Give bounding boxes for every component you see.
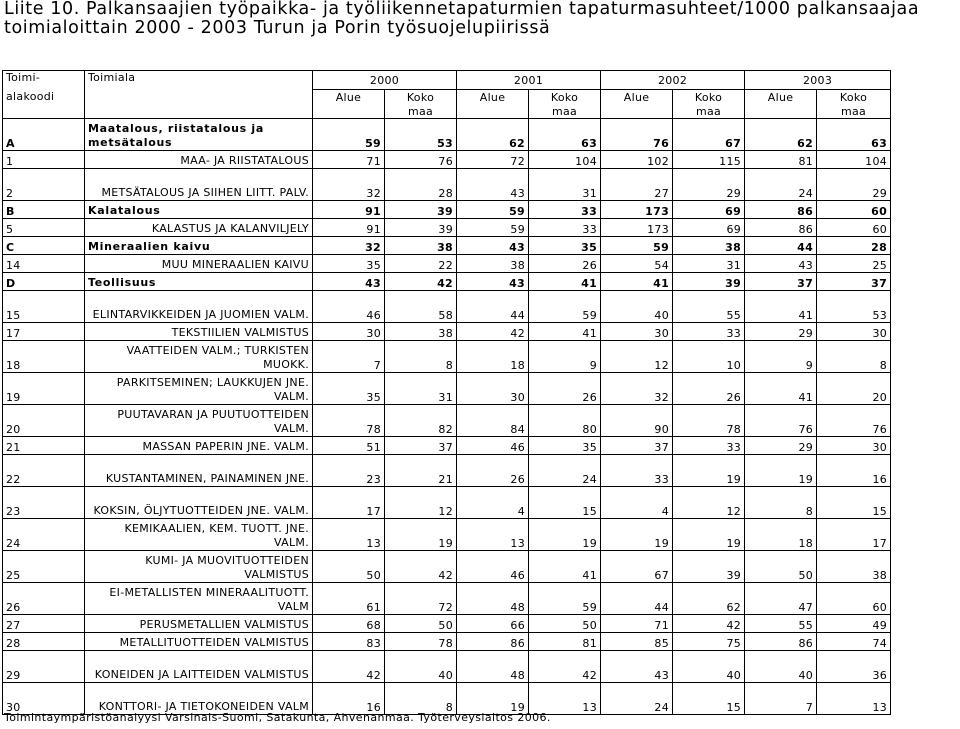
- value-alue: 72: [457, 151, 529, 169]
- value-kokomaa: 75: [673, 633, 745, 651]
- value-kokomaa: 12: [385, 487, 457, 519]
- value-kokomaa: 36: [817, 651, 891, 683]
- value-kokomaa: 115: [673, 151, 745, 169]
- value-alue: 59: [457, 219, 529, 237]
- header-maa-2003: maa: [817, 104, 891, 119]
- value-kokomaa: 39: [385, 201, 457, 219]
- value-alue: 18: [457, 341, 529, 373]
- value-kokomaa: 60: [817, 201, 891, 219]
- value-alue: 19: [601, 519, 673, 551]
- value-alue: 43: [745, 255, 817, 273]
- header-alue-2002: Alue: [601, 90, 673, 105]
- value-kokomaa: 50: [385, 615, 457, 633]
- value-alue: 91: [313, 201, 385, 219]
- row-code: 24: [3, 519, 85, 551]
- table-row: [3, 373, 891, 405]
- table-row: [3, 583, 891, 615]
- value-alue: 62: [745, 119, 817, 151]
- value-kokomaa: 82: [385, 405, 457, 437]
- value-alue: 91: [313, 219, 385, 237]
- value-alue: 35: [313, 373, 385, 405]
- value-alue: 41: [601, 273, 673, 291]
- value-alue: 44: [745, 237, 817, 255]
- value-kokomaa: 33: [529, 219, 601, 237]
- table-row: [3, 201, 891, 219]
- value-alue: 41: [745, 291, 817, 323]
- value-alue: 19: [745, 455, 817, 487]
- header-maa-2001: maa: [529, 104, 601, 119]
- value-alue: 8: [745, 487, 817, 519]
- table-row: [3, 323, 891, 341]
- value-alue: 67: [601, 551, 673, 583]
- value-kokomaa: 31: [673, 255, 745, 273]
- row-code: 25: [3, 551, 85, 583]
- row-code: 5: [3, 219, 85, 237]
- row-industry-name: ELINTARVIKKEIDEN JA JUOMIEN VALM.: [85, 291, 313, 323]
- value-alue: 83: [313, 633, 385, 651]
- value-kokomaa: 29: [817, 169, 891, 201]
- header-maa-2002: maa: [673, 104, 745, 119]
- value-kokomaa: 31: [529, 169, 601, 201]
- header-maa-2000: maa: [385, 104, 457, 119]
- table-row: [3, 291, 891, 323]
- table-row: [3, 273, 891, 291]
- row-industry-name: PUUTAVARAN JA PUUTUOTTEIDEN VALM.: [85, 405, 313, 437]
- value-alue: 68: [313, 615, 385, 633]
- value-kokomaa: 55: [673, 291, 745, 323]
- header-year-2002: 2002: [601, 71, 745, 90]
- row-industry-name: Teollisuus: [85, 273, 313, 291]
- row-industry-name: Kalatalous: [85, 201, 313, 219]
- header-code-cell-3: [3, 104, 85, 119]
- value-kokomaa: 31: [385, 373, 457, 405]
- value-alue: 55: [745, 615, 817, 633]
- header-code-cell-2: [3, 90, 85, 105]
- value-kokomaa: 58: [385, 291, 457, 323]
- value-alue: 46: [313, 291, 385, 323]
- value-kokomaa: 10: [673, 341, 745, 373]
- value-kokomaa: 28: [817, 237, 891, 255]
- table-row: [3, 651, 891, 683]
- value-kokomaa: 22: [385, 255, 457, 273]
- table-row: [3, 405, 891, 437]
- value-alue: 85: [601, 633, 673, 651]
- row-industry-name: KUSTANTAMINEN, PAINAMINEN JNE.: [85, 455, 313, 487]
- header-alue-2003: Alue: [745, 90, 817, 105]
- table-row: [3, 519, 891, 551]
- value-kokomaa: 26: [673, 373, 745, 405]
- value-kokomaa: 76: [817, 405, 891, 437]
- value-alue: 30: [601, 323, 673, 341]
- value-kokomaa: 30: [817, 323, 891, 341]
- value-kokomaa: 49: [817, 615, 891, 633]
- value-kokomaa: 62: [673, 583, 745, 615]
- row-code: 19: [3, 373, 85, 405]
- table-row: [3, 151, 891, 169]
- row-code: 29: [3, 651, 85, 683]
- value-alue: 46: [457, 551, 529, 583]
- header-row-columns: [3, 90, 891, 105]
- header-name-cell: [85, 71, 313, 90]
- header-alue-2001: Alue: [457, 90, 529, 105]
- value-alue: 4: [457, 487, 529, 519]
- row-industry-name: PERUSMETALLIEN VALMISTUS: [85, 615, 313, 633]
- row-code: C: [3, 237, 85, 255]
- title-line-2: toimialoittain 2000 - 2003 Turun ja Porin työsuojelupiirissä: [4, 18, 551, 38]
- row-industry-name: KEMIKAALIEN, KEM. TUOTT. JNE. VALM.: [85, 519, 313, 551]
- value-kokomaa: 67: [673, 119, 745, 151]
- value-kokomaa: 19: [673, 455, 745, 487]
- header-name-label: Toimiala: [88, 71, 136, 84]
- value-alue: 59: [313, 119, 385, 151]
- row-industry-name: PARKITSEMINEN; LAUKKUJEN JNE. VALM.: [85, 373, 313, 405]
- value-kokomaa: 13: [529, 683, 601, 715]
- value-alue: 50: [313, 551, 385, 583]
- value-alue: 71: [313, 151, 385, 169]
- value-kokomaa: 26: [529, 373, 601, 405]
- value-alue: 42: [457, 323, 529, 341]
- value-kokomaa: 37: [385, 437, 457, 455]
- value-alue: 86: [745, 219, 817, 237]
- value-alue: 51: [313, 437, 385, 455]
- table-row: [3, 437, 891, 455]
- value-kokomaa: 8: [817, 341, 891, 373]
- row-code: D: [3, 273, 85, 291]
- value-alue: 19: [457, 683, 529, 715]
- value-kokomaa: 78: [385, 633, 457, 651]
- value-kokomaa: 59: [529, 583, 601, 615]
- value-kokomaa: 15: [817, 487, 891, 519]
- value-alue: 71: [601, 615, 673, 633]
- value-alue: 46: [457, 437, 529, 455]
- header-alue-2000-b: [313, 104, 385, 119]
- header-alue-2003-b: [745, 104, 817, 119]
- row-code: 1: [3, 151, 85, 169]
- value-kokomaa: 21: [385, 455, 457, 487]
- value-kokomaa: 39: [673, 273, 745, 291]
- header-koko-2002: Koko: [673, 90, 745, 105]
- value-alue: 43: [601, 651, 673, 683]
- row-code: 18: [3, 341, 85, 373]
- row-code: 30: [3, 683, 85, 715]
- header-koko-2003: Koko: [817, 90, 891, 105]
- value-alue: 86: [745, 201, 817, 219]
- value-alue: 86: [457, 633, 529, 651]
- value-kokomaa: 33: [673, 323, 745, 341]
- header-alue-2001-b: [457, 104, 529, 119]
- row-code: A: [3, 119, 85, 151]
- value-alue: 81: [745, 151, 817, 169]
- value-alue: 40: [745, 651, 817, 683]
- value-kokomaa: 19: [529, 519, 601, 551]
- value-kokomaa: 39: [673, 551, 745, 583]
- value-kokomaa: 42: [673, 615, 745, 633]
- table-row: [3, 341, 891, 373]
- table-row: [3, 487, 891, 519]
- value-kokomaa: 41: [529, 273, 601, 291]
- value-kokomaa: 63: [817, 119, 891, 151]
- value-kokomaa: 28: [385, 169, 457, 201]
- value-alue: 41: [745, 373, 817, 405]
- value-alue: 40: [601, 291, 673, 323]
- value-kokomaa: 15: [529, 487, 601, 519]
- row-code: 2: [3, 169, 85, 201]
- value-kokomaa: 42: [529, 651, 601, 683]
- value-alue: 44: [457, 291, 529, 323]
- value-alue: 48: [457, 651, 529, 683]
- header-alue-2000: Alue: [313, 90, 385, 105]
- value-kokomaa: 16: [817, 455, 891, 487]
- value-alue: 61: [313, 583, 385, 615]
- value-alue: 29: [745, 437, 817, 455]
- value-alue: 90: [601, 405, 673, 437]
- value-kokomaa: 35: [529, 237, 601, 255]
- value-kokomaa: 19: [673, 519, 745, 551]
- value-alue: 62: [457, 119, 529, 151]
- row-industry-name: MUU MINERAALIEN KAIVU: [85, 255, 313, 273]
- row-industry-name: KOKSIN, ÖLJYTUOTTEIDEN JNE. VALM.: [85, 487, 313, 519]
- value-kokomaa: 17: [817, 519, 891, 551]
- header-year-2001: 2001: [457, 71, 601, 90]
- header-row-years: [3, 71, 891, 90]
- table-row: [3, 119, 891, 151]
- value-kokomaa: 53: [817, 291, 891, 323]
- value-alue: 32: [313, 169, 385, 201]
- value-alue: 7: [745, 683, 817, 715]
- row-industry-name: KONTTORI- JA TIETOKONEIDEN VALM: [85, 683, 313, 715]
- value-alue: 29: [745, 323, 817, 341]
- value-alue: 47: [745, 583, 817, 615]
- row-industry-name: EI-METALLISTEN MINERAALITUOTT. VALM: [85, 583, 313, 615]
- value-alue: 43: [457, 237, 529, 255]
- header-row-columns-2: [3, 104, 891, 119]
- value-kokomaa: 72: [385, 583, 457, 615]
- value-kokomaa: 24: [529, 455, 601, 487]
- row-industry-name: KONEIDEN JA LAITTEIDEN VALMISTUS: [85, 651, 313, 683]
- header-year-2003: 2003: [745, 71, 891, 90]
- value-alue: 13: [457, 519, 529, 551]
- value-alue: 30: [457, 373, 529, 405]
- row-industry-name: METALLITUOTTEIDEN VALMISTUS: [85, 633, 313, 651]
- value-alue: 50: [745, 551, 817, 583]
- value-kokomaa: 42: [385, 273, 457, 291]
- table-row: [3, 255, 891, 273]
- header-code-label-1: Toimi-: [6, 71, 41, 84]
- value-alue: 76: [745, 405, 817, 437]
- table-row: [3, 551, 891, 583]
- accident-ratio-table: [2, 70, 891, 715]
- value-kokomaa: 78: [673, 405, 745, 437]
- value-alue: 76: [601, 119, 673, 151]
- header-year-2000: 2000: [313, 71, 457, 90]
- value-kokomaa: 40: [385, 651, 457, 683]
- value-alue: 38: [457, 255, 529, 273]
- row-code: 17: [3, 323, 85, 341]
- value-kokomaa: 76: [385, 151, 457, 169]
- row-code: 15: [3, 291, 85, 323]
- value-alue: 48: [457, 583, 529, 615]
- value-kokomaa: 12: [673, 487, 745, 519]
- value-kokomaa: 33: [673, 437, 745, 455]
- value-alue: 35: [313, 255, 385, 273]
- value-kokomaa: 63: [529, 119, 601, 151]
- source-footer: Toimintaympäristöanalyysi Varsinais-Suomi, Satakunta, Ahvenanmaa. Työterveyslaitos 2006.: [4, 711, 551, 724]
- value-kokomaa: 25: [817, 255, 891, 273]
- value-alue: 173: [601, 201, 673, 219]
- value-alue: 54: [601, 255, 673, 273]
- header-name-cell-2: [85, 90, 313, 105]
- row-industry-name: VAATTEIDEN VALM.; TURKISTEN MUOKK.: [85, 341, 313, 373]
- value-alue: 37: [601, 437, 673, 455]
- header-name-cell-3: [85, 104, 313, 119]
- value-kokomaa: 41: [529, 551, 601, 583]
- value-kokomaa: 104: [817, 151, 891, 169]
- row-code: 26: [3, 583, 85, 615]
- row-industry-name: Maatalous, riistatalous ja metsätalous: [85, 119, 313, 151]
- value-kokomaa: 29: [673, 169, 745, 201]
- value-kokomaa: 30: [817, 437, 891, 455]
- value-alue: 24: [601, 683, 673, 715]
- value-kokomaa: 13: [817, 683, 891, 715]
- value-alue: 78: [313, 405, 385, 437]
- title-line-1: Liite 10. Palkansaajien työpaikka- ja työliikennetapaturmien tapaturmasuhteet/1000 palkansaajaa: [4, 0, 920, 19]
- header-code-label-2: alakoodi: [6, 89, 55, 103]
- value-kokomaa: 33: [529, 201, 601, 219]
- value-alue: 43: [313, 273, 385, 291]
- value-alue: 32: [601, 373, 673, 405]
- table-row: [3, 455, 891, 487]
- row-code: 28: [3, 633, 85, 651]
- value-kokomaa: 74: [817, 633, 891, 651]
- value-alue: 32: [313, 237, 385, 255]
- value-kokomaa: 35: [529, 437, 601, 455]
- value-alue: 16: [313, 683, 385, 715]
- table-body: [3, 71, 891, 715]
- row-industry-name: MAA- JA RIISTATALOUS: [85, 151, 313, 169]
- value-kokomaa: 59: [529, 291, 601, 323]
- row-code: B: [3, 201, 85, 219]
- header-alue-2002-b: [601, 104, 673, 119]
- value-kokomaa: 60: [817, 583, 891, 615]
- value-kokomaa: 41: [529, 323, 601, 341]
- value-kokomaa: 38: [385, 323, 457, 341]
- value-alue: 42: [313, 651, 385, 683]
- value-kokomaa: 37: [817, 273, 891, 291]
- table-row: [3, 219, 891, 237]
- value-kokomaa: 8: [385, 683, 457, 715]
- table-row: [3, 633, 891, 651]
- value-alue: 7: [313, 341, 385, 373]
- value-kokomaa: 40: [673, 651, 745, 683]
- value-alue: 27: [601, 169, 673, 201]
- value-kokomaa: 39: [385, 219, 457, 237]
- value-alue: 173: [601, 219, 673, 237]
- value-kokomaa: 19: [385, 519, 457, 551]
- value-kokomaa: 53: [385, 119, 457, 151]
- row-code: 14: [3, 255, 85, 273]
- value-kokomaa: 38: [385, 237, 457, 255]
- header-code-cell: [3, 71, 85, 90]
- table-row: [3, 169, 891, 201]
- value-alue: 26: [457, 455, 529, 487]
- header-koko-2001: Koko: [529, 90, 601, 105]
- row-industry-name: KALASTUS JA KALANVILJELY: [85, 219, 313, 237]
- value-alue: 33: [601, 455, 673, 487]
- value-alue: 17: [313, 487, 385, 519]
- value-alue: 86: [745, 633, 817, 651]
- row-code: 21: [3, 437, 85, 455]
- row-code: 23: [3, 487, 85, 519]
- value-kokomaa: 26: [529, 255, 601, 273]
- table-row: [3, 615, 891, 633]
- value-alue: 59: [601, 237, 673, 255]
- value-alue: 84: [457, 405, 529, 437]
- value-alue: 43: [457, 273, 529, 291]
- table-row: [3, 237, 891, 255]
- row-industry-name: Mineraalien kaivu: [85, 237, 313, 255]
- value-alue: 102: [601, 151, 673, 169]
- value-alue: 37: [745, 273, 817, 291]
- value-alue: 30: [313, 323, 385, 341]
- row-industry-name: METSÄTALOUS JA SIIHEN LIITT. PALV.: [85, 169, 313, 201]
- table-row: [3, 683, 891, 715]
- value-alue: 23: [313, 455, 385, 487]
- value-kokomaa: 81: [529, 633, 601, 651]
- value-kokomaa: 60: [817, 219, 891, 237]
- row-industry-name: KUMI- JA MUOVITUOTTEIDEN VALMISTUS: [85, 551, 313, 583]
- value-alue: 13: [313, 519, 385, 551]
- value-alue: 12: [601, 341, 673, 373]
- value-alue: 43: [457, 169, 529, 201]
- value-kokomaa: 42: [385, 551, 457, 583]
- value-alue: 66: [457, 615, 529, 633]
- document-title: [4, 0, 956, 38]
- row-code: 22: [3, 455, 85, 487]
- row-code: 20: [3, 405, 85, 437]
- value-kokomaa: 20: [817, 373, 891, 405]
- value-alue: 59: [457, 201, 529, 219]
- value-kokomaa: 8: [385, 341, 457, 373]
- value-kokomaa: 9: [529, 341, 601, 373]
- value-alue: 18: [745, 519, 817, 551]
- value-kokomaa: 50: [529, 615, 601, 633]
- value-kokomaa: 69: [673, 201, 745, 219]
- value-alue: 4: [601, 487, 673, 519]
- value-kokomaa: 38: [673, 237, 745, 255]
- value-alue: 44: [601, 583, 673, 615]
- header-koko-2000: Koko: [385, 90, 457, 105]
- value-kokomaa: 80: [529, 405, 601, 437]
- row-industry-name: MASSAN PAPERIN JNE. VALM.: [85, 437, 313, 455]
- value-kokomaa: 69: [673, 219, 745, 237]
- row-code: 27: [3, 615, 85, 633]
- value-alue: 9: [745, 341, 817, 373]
- value-kokomaa: 104: [529, 151, 601, 169]
- value-kokomaa: 38: [817, 551, 891, 583]
- row-industry-name: TEKSTIILIEN VALMISTUS: [85, 323, 313, 341]
- value-kokomaa: 15: [673, 683, 745, 715]
- value-alue: 24: [745, 169, 817, 201]
